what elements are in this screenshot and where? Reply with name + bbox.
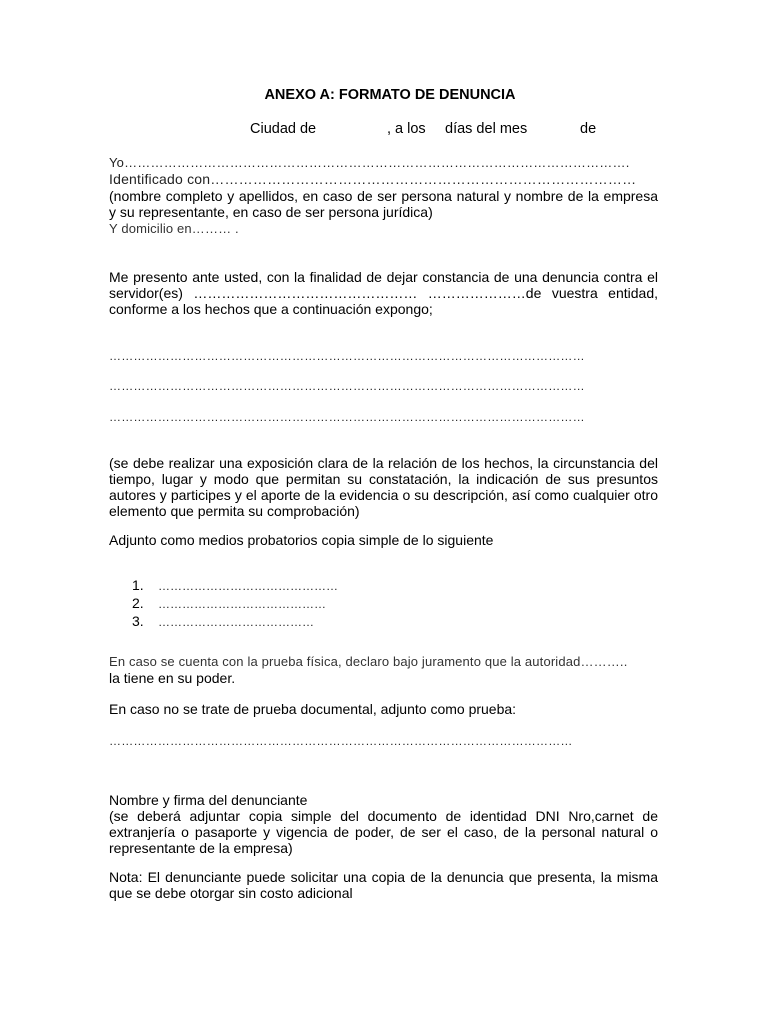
signature-note: (se deberá adjuntar copia simple del documento de identidad DNI Nro,carnet de extranjería o pasaporte y vigencia de poder, de ser el caso, de la personal natural o representante de la empresa) [109,808,658,856]
domicilio-line: Y domicilio en……… . [109,221,239,236]
evidence-number: 2. [132,595,144,611]
identificado-line: Identificado con……………………………………………………………………………… [109,171,637,187]
city-label: Ciudad de [250,121,317,137]
facts-instruction: (se debe realizar una exposición clara de la relación de los hechos, la circunstancia del tiempo, lugar y modo que permitan su constatación, la indicación de sus presuntos autores y participes y el aporte de la evidencia o su descripción, así como cualquier otro elemento que permita su comprobación) [109,455,658,519]
a-los-label: , a los [387,121,426,137]
physical-proof-line: En caso se cuenta con la prueba física, declaro bajo juramento que la autoridad……….. [109,654,628,669]
evidence-blank: …………………………………… [158,597,326,611]
fact-line: ……………………………………………………………………………………………………… [109,379,585,393]
identity-note: (nombre completo y apellidos, en caso de ser persona natural y nombre de la empresa y su representante, en caso de ser persona jurídica) [109,188,658,220]
evidence-intro: Adjunto como medios probatorios copia simple de lo siguiente [109,532,494,548]
de-label: de [580,121,597,137]
fact-line: ……………………………………………………………………………………………………… [109,349,585,363]
evidence-item [132,613,338,631]
document-title: ANEXO A: FORMATO DE DENUNCIA [264,87,516,103]
evidence-item [132,577,338,595]
city-date-line [109,121,658,137]
evidence-blank: ………………………………… [158,615,314,629]
evidence-list [132,577,338,631]
evidence-number: 1. [132,577,144,593]
dias-label: días del mes [445,121,528,137]
evidence-number: 3. [132,613,144,629]
physical-proof-continuation: la tiene en su poder. [109,670,236,686]
intro-paragraph: Me presento ante usted, con la finalidad de dejar constancia de una denuncia contra el servidor(es) ………………………………………… …………………de vuestra entidad, conforme a los hechos que a continuación expongo; [109,269,658,317]
evidence-blank: ……………………………………… [158,579,338,593]
fact-line: ……………………………………………………………………………………………………… [109,410,585,424]
evidence-item [132,595,338,613]
yo-line: Yo……………………………………………………………………………………………………. [109,155,630,170]
documentary-line: …………………………………………………………………………………………………… [109,734,573,748]
documentary-proof: En caso no se trate de prueba documental, adjunto como prueba: [109,701,517,717]
footnote: Nota: El denunciante puede solicitar una copia de la denuncia que presenta, la misma que se debe otorgar sin costo adicional [109,869,658,901]
signature-label: Nombre y firma del denunciante [109,792,308,808]
